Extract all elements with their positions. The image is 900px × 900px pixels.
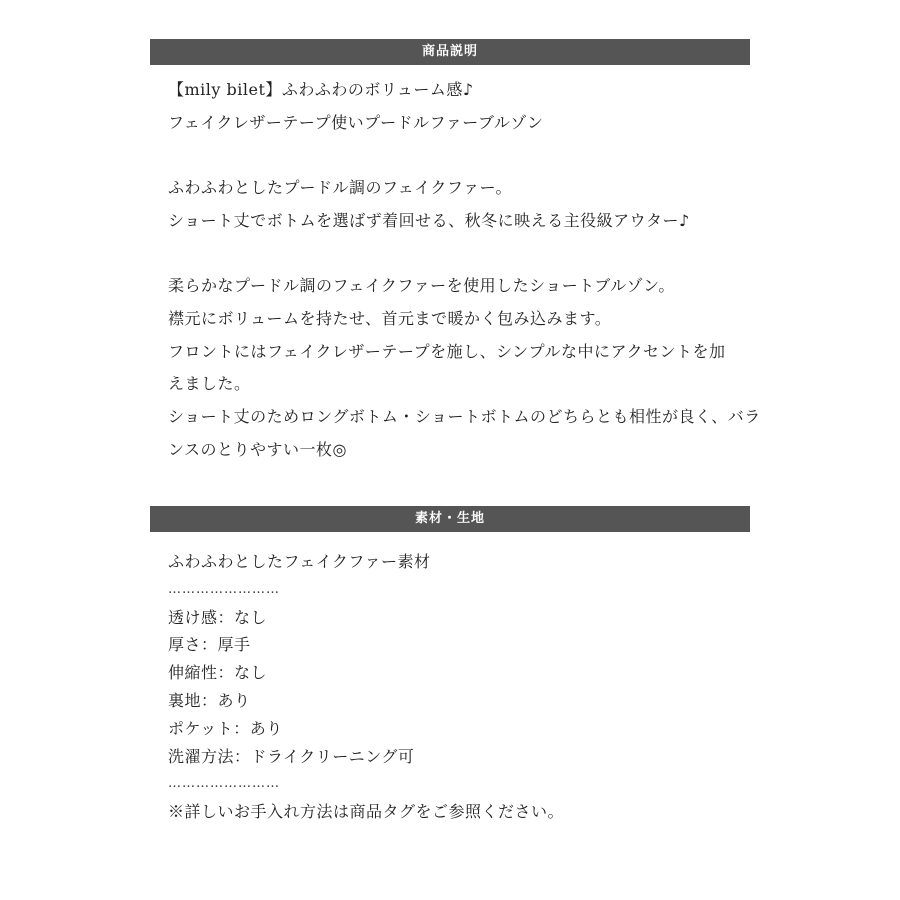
spec-transparency: 透け感：なし [168, 607, 268, 627]
spec-thickness: 厚さ：厚手 [168, 635, 251, 655]
spec-stretch: 伸縮性：なし [168, 663, 268, 683]
product-description-body [168, 74, 761, 466]
description-line: 柔らかなプードル調のフェイクファーを使用したショートブルゾン。 [168, 276, 675, 296]
description-line: ショート丈のためロングボトム・ショートボトムのどちらとも相性が良く、バラ [168, 406, 761, 426]
description-line: ンスのとりやすい一枚◎ [168, 439, 347, 459]
section-header-material: 素材・生地 [150, 506, 750, 532]
description-line: フロントにはフェイクレザーテープを施し、シンプルな中にアクセントを加 [168, 341, 726, 361]
spec-lining: 裏地：あり [168, 690, 251, 710]
dotted-separator: …………………… [168, 581, 280, 597]
spec-pocket: ポケット：あり [168, 718, 283, 738]
description-line: ショート丈でボトムを選ばず着回せる、秋冬に映える主役級アウター♪ [168, 210, 690, 230]
description-line: ふわふわとしたプードル調のフェイクファー。 [168, 178, 512, 198]
spec-washing: 洗濯方法：ドライクリーニング可 [168, 746, 415, 766]
description-line: フェイクレザーテープ使いプードルファーブルゾン [168, 112, 544, 132]
dotted-separator: …………………… [168, 776, 280, 792]
material-details-body [168, 548, 738, 826]
description-line: えました。 [168, 374, 251, 394]
section-header-product-description: 商品説明 [150, 39, 750, 65]
description-line: 襟元にボリュームを持たせ、首元まで暖かく包み込みます。 [168, 308, 612, 328]
description-line [168, 237, 738, 270]
care-note: ※詳しいお手入れ方法は商品タグをご参照ください。 [168, 802, 565, 822]
material-summary: ふわふわとしたフェイクファー素材 [168, 552, 431, 571]
description-line [168, 139, 738, 172]
description-line: 【mily bilet】ふわふわのボリューム感♪ [168, 80, 474, 99]
